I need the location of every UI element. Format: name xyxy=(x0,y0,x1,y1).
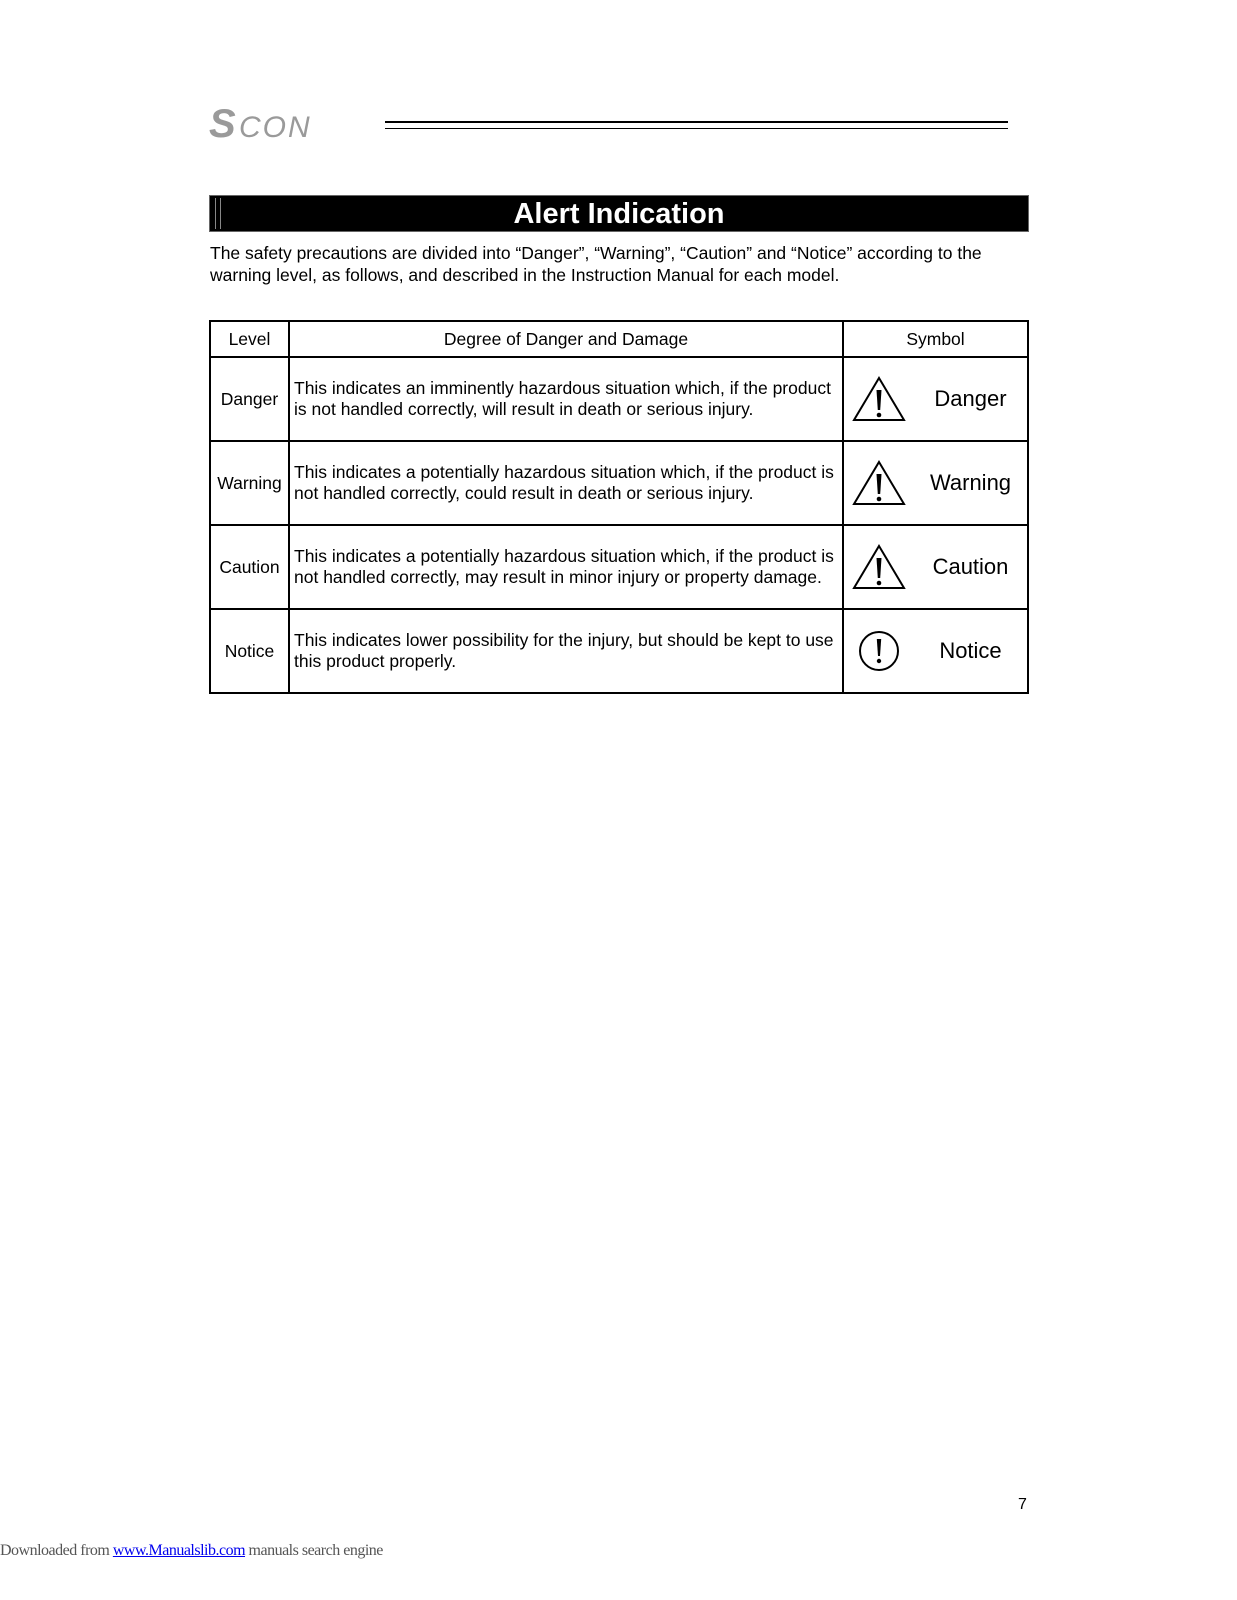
symbol-label: Danger xyxy=(934,386,1007,411)
warning-triangle-icon xyxy=(844,375,914,423)
svg-text:CON: CON xyxy=(239,111,312,144)
header-rule xyxy=(385,121,1008,131)
symbol-label: Caution xyxy=(932,554,1009,579)
symbol-cell xyxy=(843,609,1028,693)
level-cell: Caution xyxy=(210,525,289,609)
alert-table xyxy=(209,320,1029,694)
degree-cell: This indicates a potentially hazardous situation which, if the product is not handled correctly, may result in minor injury or property damage. xyxy=(289,525,843,609)
footer-suffix: manuals search engine xyxy=(245,1542,383,1559)
table-row-caution xyxy=(210,525,1028,609)
level-cell: Danger xyxy=(210,357,289,441)
page-title: Alert Indication xyxy=(513,198,725,230)
table-row-notice xyxy=(210,609,1028,693)
symbol-cell xyxy=(843,441,1028,525)
table-row-danger xyxy=(210,357,1028,441)
symbol-cell xyxy=(843,525,1028,609)
title-bar xyxy=(209,195,1029,232)
level-cell: Notice xyxy=(210,609,289,693)
degree-cell: This indicates an imminently hazardous situation which, if the product is not handled correctly, will result in death or serious injury. xyxy=(289,357,843,441)
scon-logo xyxy=(209,104,369,144)
degree-cell: This indicates a potentially hazardous situation which, if the product is not handled correctly, could result in death or serious injury. xyxy=(289,441,843,525)
exclamation-circle-icon xyxy=(844,629,914,673)
page-number: 7 xyxy=(1018,1496,1027,1513)
header-symbol: Symbol xyxy=(843,321,1028,357)
degree-cell: This indicates lower possibility for the injury, but should be kept to use this product properly. xyxy=(289,609,843,693)
symbol-cell xyxy=(843,357,1028,441)
intro-paragraph: The safety precautions are divided into “Danger”, “Warning”, “Caution” and “Notice” according to the warning level, as follows, and described in the Instruction Manual for each model. xyxy=(210,243,982,285)
table-row-warning xyxy=(210,441,1028,525)
warning-triangle-icon xyxy=(844,543,914,591)
warning-triangle-icon xyxy=(844,459,914,507)
header-level: Level xyxy=(210,321,289,357)
manualslib-link[interactable]: www.Manualslib.com xyxy=(112,1542,246,1559)
header-degree: Degree of Danger and Damage xyxy=(289,321,843,357)
footer xyxy=(0,1542,383,1560)
svg-text:S: S xyxy=(209,104,236,144)
footer-prefix: Downloaded from xyxy=(0,1542,113,1559)
table-header-row xyxy=(210,321,1028,357)
symbol-label: Warning xyxy=(929,470,1012,495)
symbol-label: Notice xyxy=(939,638,1002,663)
level-cell: Warning xyxy=(210,441,289,525)
